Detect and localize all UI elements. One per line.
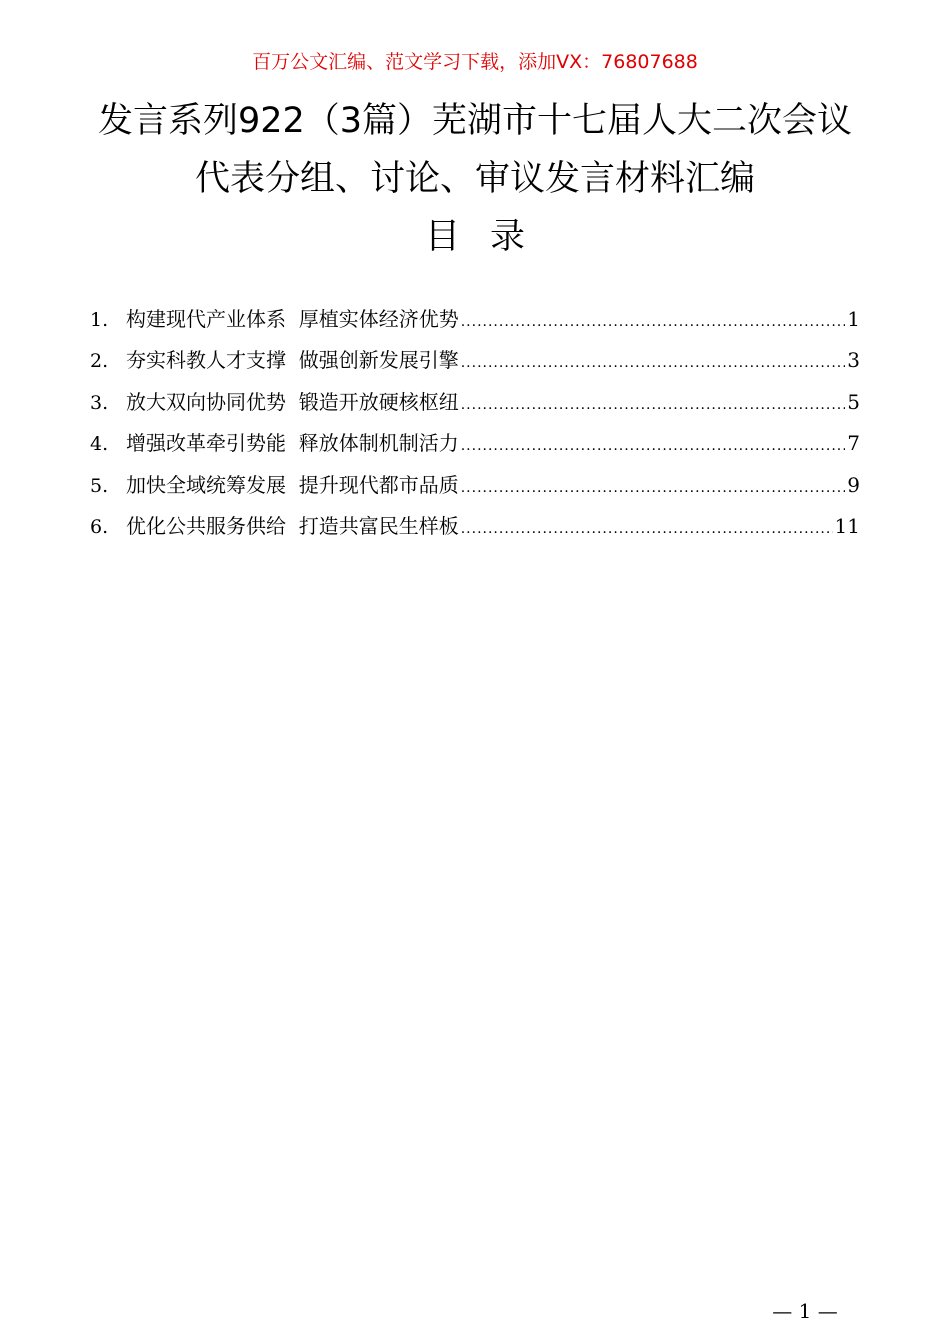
toc-entry-page: 1 (847, 307, 860, 331)
toc-entry-title: 优化公共服务供给 打造共富民生样板 (126, 513, 459, 538)
toc-dot-leader (461, 470, 846, 506)
toc-entry-number: 1. (90, 309, 109, 331)
table-of-contents (90, 301, 860, 549)
toc-entry-page: 7 (847, 431, 860, 456)
toc-entry[interactable] (90, 342, 860, 383)
toc-entry-title: 构建现代产业体系 厚植实体经济优势 (126, 307, 459, 331)
toc-entry-number: 3. (90, 391, 109, 414)
toc-entry[interactable] (90, 508, 860, 549)
toc-entry-number: 4. (90, 433, 109, 456)
toc-dot-leader (461, 428, 846, 464)
toc-entry-page: 9 (847, 472, 860, 497)
toc-dot-leader (461, 304, 846, 340)
toc-entry[interactable] (90, 301, 860, 342)
toc-entry-title: 增强改革牵引势能 释放体制机制活力 (126, 431, 459, 456)
watermark-banner: 百万公文汇编、范文学习下载，添加VX：76807688 (252, 51, 698, 73)
toc-entry[interactable] (90, 467, 860, 508)
toc-entry[interactable] (90, 384, 860, 425)
toc-entry-page: 5 (847, 389, 860, 414)
document-title (0, 92, 950, 266)
toc-dot-leader (461, 511, 833, 547)
title-line-2: 代表分组、讨论、审议发言材料汇编 (194, 159, 755, 199)
toc-entry-number: 2. (90, 350, 109, 373)
title-line-1: 发言系列922（3篇）芜湖市十七届人大二次会议 (97, 101, 853, 141)
toc-dot-leader (461, 387, 846, 423)
toc-entry-page: 3 (847, 348, 860, 373)
toc-entry-title: 夯实科教人才支撑 做强创新发展引擎 (126, 348, 459, 373)
toc-entry-page: 11 (834, 513, 860, 538)
toc-heading: 目录 (424, 217, 555, 257)
toc-dot-leader (461, 345, 846, 381)
toc-entry-title: 加快全域统筹发展 提升现代都市品质 (126, 472, 459, 497)
page-number: — 1 — (772, 1299, 838, 1323)
toc-entry-number: 5. (90, 474, 109, 497)
toc-entry-title: 放大双向协同优势 锻造开放硬核枢纽 (126, 389, 459, 414)
toc-entry-number: 6. (90, 515, 109, 538)
toc-entry[interactable] (90, 425, 860, 466)
